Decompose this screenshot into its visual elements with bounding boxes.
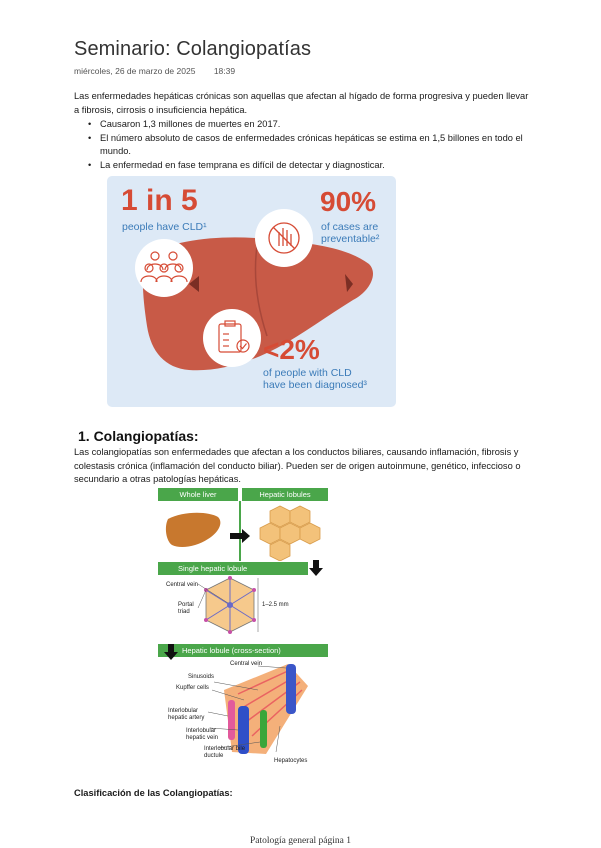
cld-infographic bbox=[107, 176, 396, 407]
page-title: Seminario: Colangiopatías bbox=[74, 38, 312, 60]
label-central-vein: Central vein bbox=[166, 582, 199, 588]
label-central-vein-cross: Central vein bbox=[230, 661, 263, 667]
stat2-caption bbox=[321, 221, 379, 245]
band-cross-section: Hepatic lobule (cross-section) bbox=[158, 644, 328, 657]
intro-paragraph: Las enfermedades hepáticas crónicas son aquellas que afectan al hígado de forma progresiva y pueden llevar a fibrosis, cirrosis o insuficiencia hepática. bbox=[74, 91, 529, 115]
list-item: • El número absoluto de casos de enfermedades crónicas hepáticas se estima en 1,5 billones en todo el mundo. bbox=[88, 132, 528, 159]
stat2-value: 90% bbox=[320, 186, 377, 217]
header-whole-liver: Whole liver bbox=[158, 488, 238, 501]
page-date: miércoles, 26 de marzo de 2025 bbox=[74, 66, 196, 76]
page-time: 18:39 bbox=[213, 66, 236, 76]
stat2-caption-line1: of cases are bbox=[321, 221, 379, 233]
stat2-caption-line2: preventable² bbox=[321, 233, 380, 245]
section-paragraph: Las colangiopatías son enfermedades que afectan a los conductos biliares, causando inflamación, fibrosis y colestasis crónica (inflamación del conducto biliar). Pueden ser de origen autoinmune, genético, infeccioso o secundario a otras patologías hepáticas. bbox=[74, 447, 521, 485]
diagnosis-circle bbox=[203, 309, 261, 367]
classification-heading: Clasificación de las Colangiopatías: bbox=[74, 788, 233, 798]
label-hepatic-artery: Interlobular hepatic artery bbox=[168, 708, 205, 721]
intro-bullet-list bbox=[88, 118, 528, 172]
label-hepatic-vein: Interlobular hepatic vein bbox=[186, 728, 219, 741]
stat3-caption-line2: have been diagnosed³ bbox=[263, 379, 367, 391]
liver-anatomy-diagram bbox=[158, 488, 328, 772]
lobule-cluster bbox=[260, 506, 320, 561]
header-hepatic-lobules: Hepatic lobules bbox=[242, 488, 328, 501]
label-lobule-size: 1–2.5 mm bbox=[262, 602, 289, 608]
label-sinusoids: Sinusoids bbox=[188, 674, 215, 680]
stat1-value: 1 in 5 bbox=[121, 184, 198, 217]
page-datetime bbox=[74, 66, 251, 76]
arrow-down-icon bbox=[164, 644, 178, 660]
label-portal-triad: Portal triad bbox=[178, 602, 194, 615]
central-vein-tube bbox=[286, 664, 296, 714]
list-item: • La enfermedad en fase temprana es difícil de detectar y diagnosticar. bbox=[88, 159, 528, 173]
stat3-caption bbox=[263, 367, 367, 391]
section-heading: 1. Colangiopatías: bbox=[78, 428, 199, 444]
label-kupffer-cells: Kupffer cells bbox=[176, 685, 209, 691]
band-single-lobule: Single hepatic lobule bbox=[158, 562, 308, 575]
list-item: • Causaron 1,3 millones de muertes en 2017. bbox=[88, 118, 528, 132]
liver-to-lobules-art bbox=[158, 501, 328, 561]
arrow-down-icon bbox=[309, 560, 323, 576]
bile-ductule-tube bbox=[260, 710, 267, 748]
small-liver-shape bbox=[166, 513, 220, 547]
stat1-caption: people have CLD¹ bbox=[122, 221, 207, 233]
people-circle bbox=[135, 239, 193, 297]
label-bile-ductule: Interlobular bile ductule bbox=[204, 746, 246, 759]
stat3-value: <2% bbox=[263, 334, 320, 365]
stat3-caption-line1: of people with CLD bbox=[263, 367, 352, 379]
label-hepatocytes: Hepatocytes bbox=[274, 758, 308, 764]
page-footer: Patología general página 1 bbox=[249, 836, 352, 846]
